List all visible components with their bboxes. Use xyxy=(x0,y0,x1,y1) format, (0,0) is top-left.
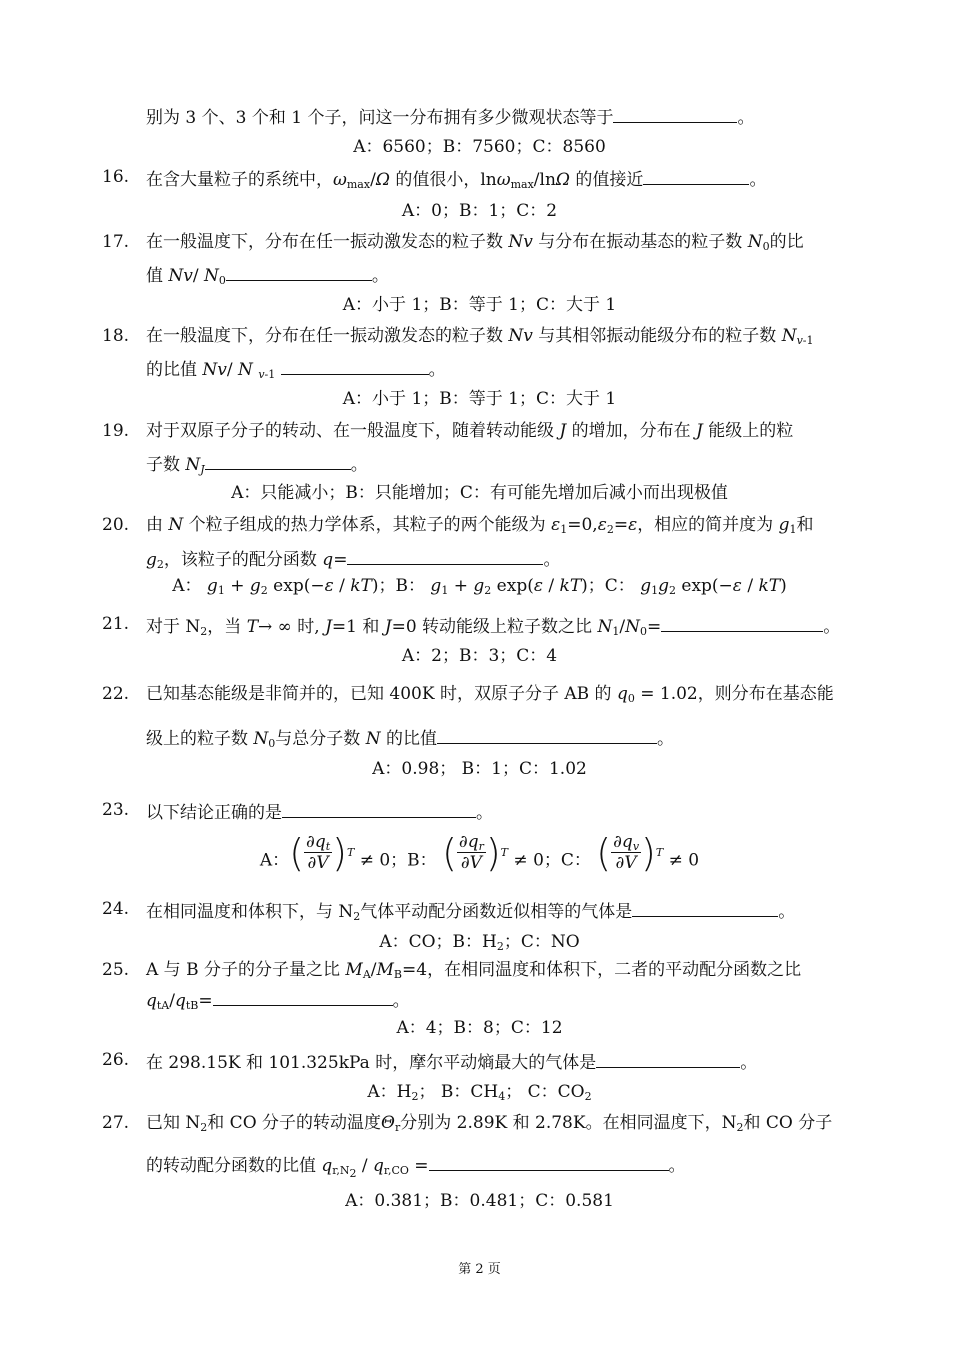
question-19-text-1: 对于双原子分子的转动、在一般温度下，随着转动能级 J 的增加，分布在 J 能级上的粒 xyxy=(146,421,794,441)
question-20-text-1: 由 N 个粒子组成的热力学体系，其粒子的两个能级为 $\varepsilon_1=0,\varepsilon_2=\varepsilon$，相应的简并度为 $g_1$和 xyxy=(146,515,814,536)
question-16-text: 在含大量粒子的系统中，$\omega_{max}/\Omega$ 的值很小，lnω$_{max}$/lnΩ 的值接近 。 xyxy=(146,166,766,191)
question-26-number: 26. xyxy=(102,1050,130,1070)
question-21-text: 对于 $N_2$，当 T→ ∞ 时, J=1 和 J=0 转动能级上粒子数之比 $N_1/N_0=$ 。 xyxy=(146,613,840,638)
question-25-text-2: $q_{tA}/q_{tB}=$ 。 xyxy=(146,987,410,1012)
question-22-options: A：0.98； B：1；C：1.02 xyxy=(372,759,587,779)
question-24-text: 在相同温度和体积下，与 $N_2$气体平动配分函数近似相等的气体是 。 xyxy=(146,898,795,923)
question-19-text-2: 子数 $N_J$ 。 xyxy=(146,451,368,476)
question-24-options: A：CO；B：$H_2$；C：NO xyxy=(379,932,580,953)
page-footer: 第 2 页 xyxy=(458,1262,501,1277)
question-15-line-2: 别为 3 个、3 个和 1 个子，问这一分布拥有多少微观状态等于 。 xyxy=(146,104,754,129)
question-26-text: 在 298.15K 和 101.325kPa 时，摩尔平动熵最大的气体是 。 xyxy=(146,1049,757,1074)
question-27-text-2: 的转动配分函数的比值 $q_{r,N_2} / q_{r,CO}$ = 。 xyxy=(146,1152,686,1177)
question-18-options: A：小于 1；B：等于 1；C：大于 1 xyxy=(342,389,617,409)
question-25-options: A：4；B：8；C：12 xyxy=(396,1018,563,1038)
question-17-text-2: 值 Nv/ $N_0$ 。 xyxy=(146,262,389,287)
question-17-text-1: 在一般温度下，分布在任一振动激发态的粒子数 Nv 与分布在振动基态的粒子数 $N_0$的比 xyxy=(146,232,804,253)
question-19-options: A：只能减小；B：只能增加；C：有可能先增加后减小而出现极值 xyxy=(231,483,728,503)
question-17-options: A：小于 1；B：等于 1；C：大于 1 xyxy=(342,295,617,315)
question-27-text-1: 已知 $N_2$和 CO 分子的转动温度$\Theta_r$分别为 2.89K 和 2.78K。在相同温度下，$N_2$和 CO 分子 xyxy=(146,1113,833,1134)
question-16-options: A：0；B：1；C：2 xyxy=(401,201,558,221)
question-20-text-2: $g_2$，该粒子的配分函数 q= 。 xyxy=(146,546,560,571)
question-22-number: 22. xyxy=(102,684,130,704)
question-25-text-1: A 与 B 分子的分子量之比 $M_A/M_B=4$，在相同温度和体积下，二者的平动配分函数之比 xyxy=(146,960,802,981)
question-25-number: 25. xyxy=(102,960,130,980)
question-19-number: 19. xyxy=(102,421,130,441)
question-18-number: 18. xyxy=(102,326,130,346)
question-23-number: 23. xyxy=(102,800,130,820)
question-23-options: A： ( $\frac{\partial q_t}{\partial V}$ ) T ≠ 0；B： ( $\frac{\partial q_r}{\partial V}$ ) T ≠ 0；C： ( $\frac{\partial q_v}{\partial V}$ ) T ≠ 0 xyxy=(259,830,700,875)
question-18-text-2: 的比值 Nv/ N $_{v-1}$ 。 xyxy=(146,356,446,381)
question-18-text-1: 在一般温度下，分布在任一振动激发态的粒子数 Nv 与其相邻振动能级分布的粒子数 $N_{v-1}$ xyxy=(146,326,814,347)
question-15-options: A：6560；B：7560；C：8560 xyxy=(353,137,606,157)
question-27-options: A：0.381；B：0.481；C：0.581 xyxy=(345,1191,614,1211)
question-27-number: 27. xyxy=(102,1113,130,1133)
question-23-text: 以下结论正确的是 。 xyxy=(146,799,493,824)
question-24-number: 24. xyxy=(102,899,130,919)
question-16-number: 16. xyxy=(102,167,130,187)
question-26-options: A：$H_2$； B：$CH_4$； C：$CO_2$ xyxy=(367,1082,592,1103)
question-20-number: 20. xyxy=(102,515,130,535)
question-21-number: 21. xyxy=(102,614,130,634)
question-22-text-1: 已知基态能级是非简并的，已知 400K 时，双原子分子 AB 的 $q_0 = 1.02$，则分布在基态能 xyxy=(146,684,834,705)
question-17-number: 17. xyxy=(102,232,130,252)
question-21-options: A：2；B：3；C：4 xyxy=(401,646,558,666)
question-20-options: A： $g_1 + g_2$ exp(−ε / kT)；B： $g_1 + g_2$ exp(ε / kT)；C： $g_1g_2$ exp(−ε / kT) xyxy=(172,576,787,597)
question-22-text-2: 级上的粒子数 $N_0$与总分子数 N 的比值 。 xyxy=(146,725,674,750)
